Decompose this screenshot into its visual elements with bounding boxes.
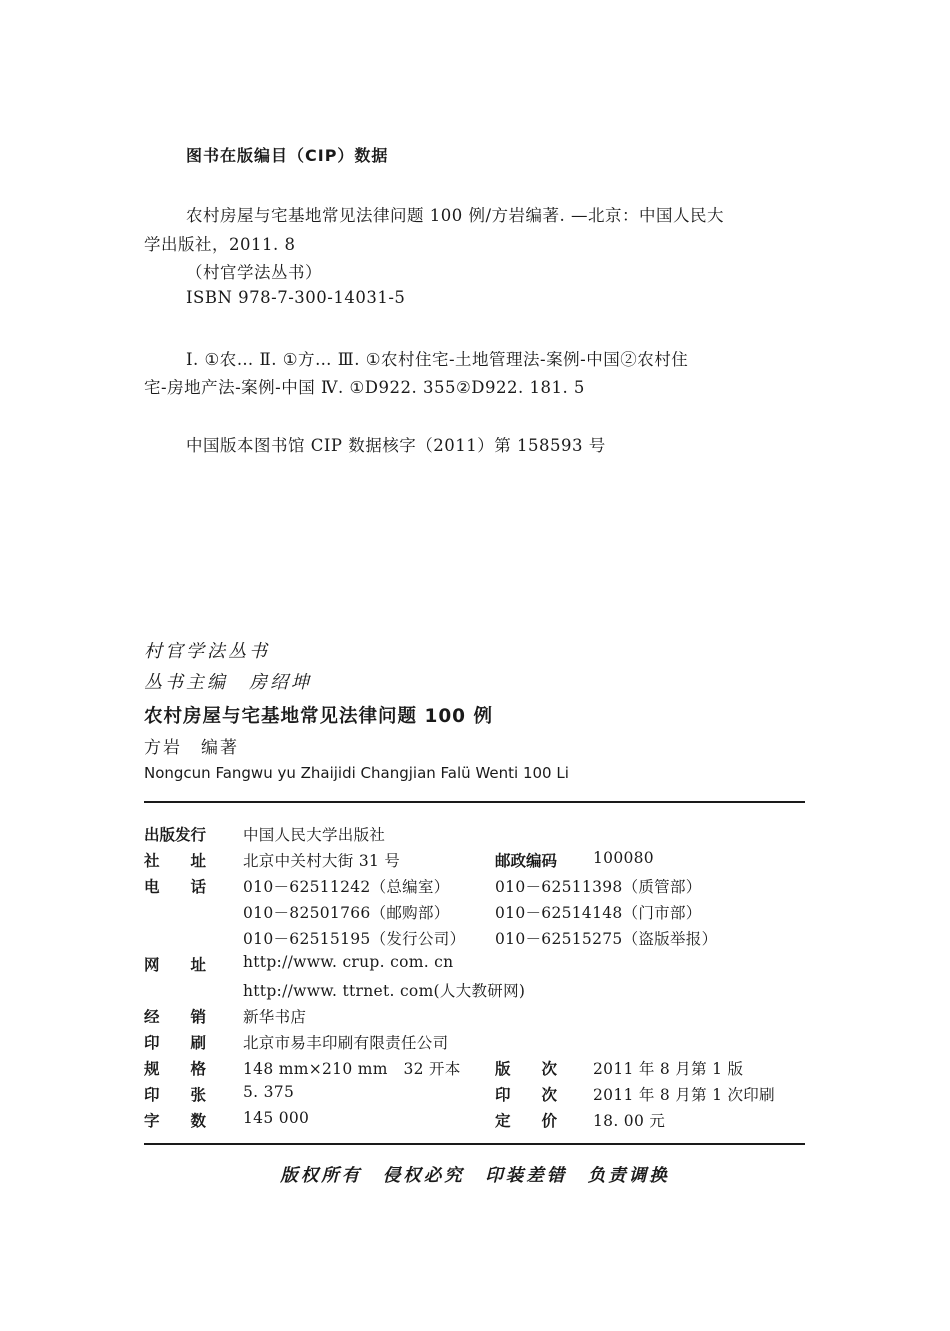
cip-classification-line-1: Ⅰ. ①农… Ⅱ. ①方… Ⅲ. ①农村住宅-土地管理法-案例-中国②农村住 — [186, 350, 689, 369]
phone-distribution: 010－62515195（发行公司） — [243, 930, 466, 948]
printing-label: 印 次 — [495, 1086, 558, 1104]
cip-record-line-2: 学出版社，2011. 8 — [144, 235, 296, 254]
phone-label: 电 话 — [144, 878, 207, 896]
bottom-divider — [144, 1143, 805, 1145]
phone-store: 010－62514148（门市部） — [495, 904, 702, 922]
book-author: 方岩 编著 — [144, 738, 239, 758]
top-divider — [144, 801, 805, 803]
cip-isbn: ISBN 978-7-300-14031-5 — [186, 288, 406, 307]
website-link-ttrnet[interactable]: http://www. ttrnet. com(人大教研网) — [243, 982, 526, 1000]
sheets-label: 印 张 — [144, 1086, 207, 1104]
book-title-pinyin: Nongcun Fangwu yu Zhaijidi Changjian Falü Wenti 100 Li — [144, 764, 569, 782]
cip-record-line-1: 农村房屋与宅基地常见法律问题 100 例/方岩编著. —北京：中国人民大 — [186, 206, 725, 225]
distributor-label: 经 销 — [144, 1008, 207, 1026]
cip-classification-line-2: 宅-房地产法-案例-中国 Ⅳ. ①D922. 355②D922. 181. 5 — [144, 378, 585, 397]
phone-editorial: 010－62511242（总编室） — [243, 878, 450, 896]
website-link-crup[interactable]: http://www. crup. com. cn — [243, 953, 454, 971]
word-count-value: 145 000 — [243, 1109, 310, 1127]
spec-value: 148 mm×210 mm 32 开本 — [243, 1060, 461, 1078]
phone-quality: 010－62511398（质管部） — [495, 878, 702, 896]
price-value: 18. 00 元 — [593, 1112, 666, 1130]
printer-label: 印 刷 — [144, 1034, 207, 1052]
address-value: 北京中关村大街 31 号 — [243, 852, 401, 870]
printer-value: 北京市易丰印刷有限责任公司 — [243, 1034, 449, 1052]
distributor-value: 新华书店 — [243, 1008, 307, 1026]
phone-mail-order: 010－82501766（邮购部） — [243, 904, 450, 922]
series-editor: 丛书主编 房绍坤 — [144, 672, 312, 693]
spec-label: 规 格 — [144, 1060, 207, 1078]
sheets-value: 5. 375 — [243, 1083, 295, 1101]
printing-value: 2011 年 8 月第 1 次印刷 — [593, 1086, 775, 1104]
publisher-label: 出版发行 — [144, 826, 207, 844]
cip-heading: 图书在版编目（CIP）数据 — [186, 146, 389, 165]
publisher-value: 中国人民大学出版社 — [243, 826, 386, 844]
edition-value: 2011 年 8 月第 1 版 — [593, 1060, 744, 1078]
phone-piracy-report: 010－62515275（盗版举报） — [495, 930, 718, 948]
postcode-value: 100080 — [593, 849, 654, 867]
website-label: 网 址 — [144, 956, 207, 974]
edition-label: 版 次 — [495, 1060, 558, 1078]
copyright-motto: 版权所有 侵权必究 印装差错 负责调换 — [280, 1166, 670, 1186]
address-label: 社 址 — [144, 852, 207, 870]
price-label: 定 价 — [495, 1112, 558, 1130]
cip-series-note: （村官学法丛书） — [186, 263, 322, 282]
series-name: 村官学法丛书 — [144, 641, 270, 662]
postcode-label: 邮政编码 — [495, 852, 558, 870]
cip-library-note: 中国版本图书馆 CIP 数据核字（2011）第 158593 号 — [186, 436, 606, 455]
word-count-label: 字 数 — [144, 1112, 207, 1130]
book-title: 农村房屋与宅基地常见法律问题 100 例 — [144, 706, 493, 727]
